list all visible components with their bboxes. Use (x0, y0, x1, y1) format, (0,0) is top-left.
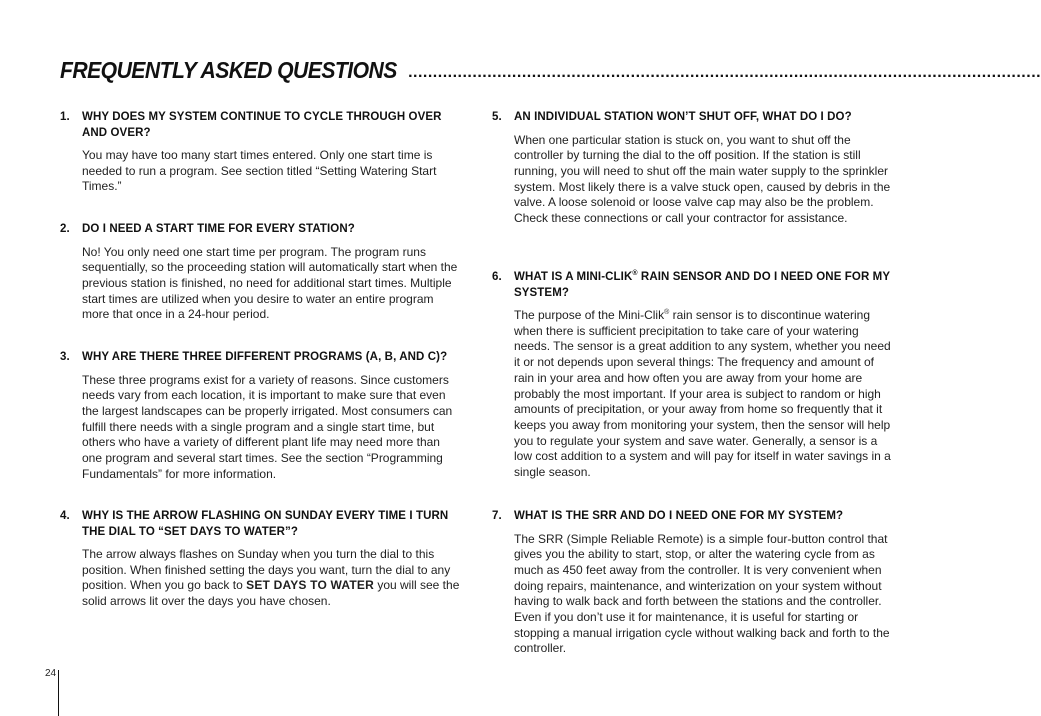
registered-mark: ® (632, 270, 638, 278)
registered-mark: ® (664, 309, 670, 316)
faq-question (60, 509, 462, 540)
faq-item-4 (60, 509, 462, 610)
faq-answer (514, 308, 892, 481)
faq-number: 6. (492, 271, 502, 283)
set-days-to-water-reference: SET DAYS TO WATER (246, 578, 374, 593)
faq-question (60, 110, 462, 141)
faq-item-6 (492, 270, 892, 481)
faq-answer-text: you will see the solid arrows lit over the days you have chosen. (82, 578, 460, 609)
faq-number: 7. (492, 510, 502, 522)
faq-question-text: DO I NEED A START TIME FOR EVERY STATION? (82, 223, 355, 235)
faq-question-text: WHY DOES MY SYSTEM CONTINUE TO CYCLE THROUGH OVER AND OVER? (82, 111, 442, 139)
faq-number: 2. (60, 223, 70, 235)
margin-rule (58, 670, 59, 716)
faq-item-5 (492, 110, 892, 227)
faq-answer: These three programs exist for a variety of reasons. Since customers needs vary from each location, it is important to make sure that even the largest landscapes can be properly irrigated. Most consumers can fulfill there needs with a single program and a single start time, but others who have a variety of different plant life may need more than one program and several start times. See the section “Programming Fundamentals” for more information. (82, 372, 453, 481)
faq-answer: When one particular station is stuck on, you want to shut off the controller by turning the dial to the off position. If the station is still running, you will need to shut off the main water supply to the sprinkler system. Most likely there is a valve stuck open, caused by debris in the valve. A loose solenoid or loose valve cap may also be the problem. Check these connections or call your contractor for assistance. (514, 132, 891, 226)
page-header (60, 57, 1041, 84)
faq-number: 1. (60, 111, 70, 123)
page-title: FREQUENTLY ASKED QUESTIONS (60, 57, 397, 83)
faq-answer: No! You only need one start time per program. The program runs sequentially, so the proceeding station will automatically start when the previous station is finished, no need for additional start times. Multiple start times are utilized when you desire to water an entire program more that once in a 24-hour period. (82, 244, 458, 322)
faq-question-text: WHY IS THE ARROW FLASHING ON SUNDAY EVERY TIME I TURN THE DIAL TO “SET DAYS TO WATER”? (82, 510, 449, 538)
faq-question (60, 222, 462, 238)
faq-answer: The SRR (Simple Reliable Remote) is a simple four-button control that gives you the ability to start, stop, or alter the watering cycle from as much as 450 feet away from the controller. It is very convenient when doing repairs, maintenance, and winterization on your system without having to walk back and forth between the stations and the controller. Even if you don’t use it for maintenance, it is useful for starting or stopping a manual irrigation cycle without walking back and forth to the controller. (514, 531, 890, 656)
faq-question (492, 110, 892, 126)
faq-answer: You may have too many start times entered. Only one start time is needed to run a program. See section titled “Setting Watering Start Times.” (82, 148, 437, 194)
faq-question (60, 350, 462, 366)
faq-question-text: WHY ARE THERE THREE DIFFERENT PROGRAMS (A, B, AND C)? (82, 351, 448, 363)
faq-number: 4. (60, 510, 70, 522)
faq-question-part: WHAT IS A MINI-CLIK (514, 271, 633, 283)
faq-answer-text: The arrow always flashes on Sunday when you turn the dial to this position. When finished setting the days you want, turn the dial to any position. When you go back to (82, 547, 451, 593)
page-number: 24 (45, 668, 57, 679)
title-leader-dots: ................................................................................................................................ (408, 64, 1041, 81)
faq-answer-text: rain sensor is to discontinue watering when there is sufficient precipitation to take care of your watering needs. The sensor is a great addition to any system, whether you need it or not depends upon several things: The frequency and amount of rain in your area and how often you are away from your home are probably the most important. If your area is subject to random or high amounts of precipitation, or your away from home so frequently that it keeps you away from monitoring your system, then the sensor will help you to regulate your system and save water. Generally, a sensor is a low cost addition to a system and will pay for itself in water savings in a single season. (514, 308, 891, 480)
faq-question-part: RAIN SENSOR AND DO I NEED ONE FOR MY SYSTEM? (514, 271, 890, 299)
faq-question-text: WHAT IS THE SRR AND DO I NEED ONE FOR MY SYSTEM? (514, 510, 844, 522)
faq-question (492, 509, 892, 525)
faq-number: 3. (60, 351, 70, 363)
faq-question-text (514, 270, 892, 301)
faq-question (492, 270, 892, 301)
faq-item-1 (60, 110, 462, 195)
faq-answer (82, 547, 462, 610)
faq-question-text: AN INDIVIDUAL STATION WON’T SHUT OFF, WHAT DO I DO? (514, 111, 852, 123)
faq-item-2 (60, 222, 462, 323)
faq-number: 5. (492, 111, 502, 123)
faq-item-3 (60, 350, 462, 482)
faq-answer-text: The purpose of the Mini-Clik (514, 308, 665, 322)
faq-item-7 (492, 509, 892, 657)
